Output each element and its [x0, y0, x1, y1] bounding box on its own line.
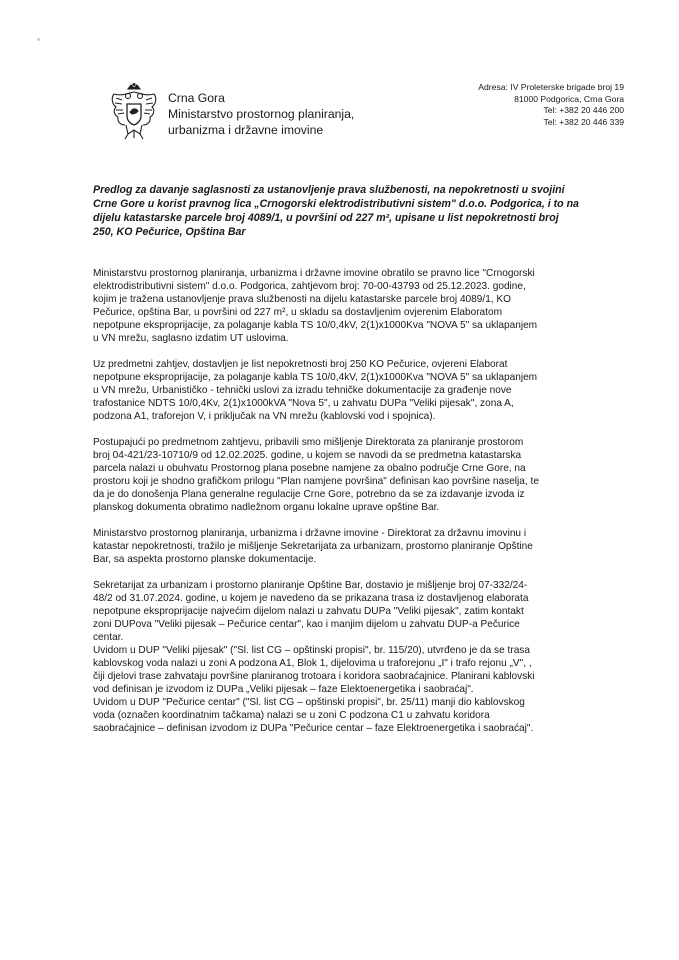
- title-line: Crne Gore u korist pravnog lica „Crnogorski elektrodistributivni sistem" d.o.o. Podgorica, i to na: [93, 198, 579, 210]
- paragraph-gap: [93, 345, 595, 358]
- paragraph: [93, 436, 595, 514]
- org-line: Crna Gora: [168, 91, 225, 105]
- org-line: urbanizma i državne imovine: [168, 123, 324, 137]
- paragraph-line: Pečurice, opština Bar, u površini od 227 m², u skladu sa dostavljenim ovjerenim Elaboratom: [93, 307, 502, 318]
- ministry-name: [168, 90, 354, 138]
- city-line: 81000 Podgorica, Crna Gora: [514, 93, 624, 104]
- paragraph: [93, 358, 595, 423]
- paragraph-line: Uvidom u DUP "Veliki pijesak" ("Sl. list CG – opštinski propisi", br. 115/20), utvrđeno je da se trasa: [93, 645, 530, 656]
- paragraph-line: nepotpune eksproprijacije, za polaganje kabla TS 10/0,4kV, 2(1)x1000Kva "NOVA 5" sa uklapanjem: [93, 372, 538, 383]
- title-line: dijelu katastarske parcele broj 4089/1, u površini od 227 m², upisane u list nepokretnosti broj: [93, 212, 559, 224]
- paragraph-gap: [93, 566, 595, 579]
- scan-speck: [37, 38, 40, 41]
- paragraph: [93, 527, 595, 566]
- paragraph-line: elektrodistributivni sistem" d.o.o. Podgorica, zahtjevom broj: 70-00-43793 od 25.12.2023. godine,: [93, 281, 526, 292]
- paragraph-line: da je do donošenja Plana generalne regulacije Crne Gore, potrebno da se za izdavanje izvoda iz: [93, 489, 525, 500]
- paragraph-line: kablovskog voda nalazi u zoni A podzona A1, Blok 1, dijelovima u traforejonu „I" i trafo rejonu „V", ,: [93, 658, 532, 669]
- document-body: [93, 267, 595, 735]
- letterhead: [104, 82, 634, 142]
- paragraph-line: planskog dokumenta obratimo nadležnom organu lokalne uprave opštine Bar.: [93, 502, 440, 513]
- paragraph-line: u VN mrežu, saglasno izdatim UT uslovima.: [93, 333, 289, 344]
- paragraph-line: voda (označen koordinatnim tačkama) nalazi se u zoni C podzona C1 u zahvatu koridora: [93, 710, 490, 721]
- paragraph-line: prostoru koji je shodno grafičkom prilogu "Plan namjene površina" definisan kao površine naselja, te: [93, 476, 539, 487]
- paragraph-line: čiji djelovi trase zahvataju površine planiranog trotoara i koridora saobraćajnice. Planirani kablovski: [93, 671, 535, 682]
- paragraph-gap: [93, 514, 595, 527]
- paragraph-line: zoni DUPova "Veliki pijesak – Pečurice centar", kao i manjim dijelom u zahvatu DUP-a Pečurice: [93, 619, 520, 630]
- paragraph-line: Ministarstvo prostornog planiranja, urbanizma i državne imovine - Direktorat za državnu imovinu i: [93, 528, 527, 539]
- phone-line: Tel: +382 20 446 200: [543, 105, 624, 116]
- paragraph-line: vod definisan je izvodom iz DUPa „Veliki pijesak – faze Elektoenergetika i saobraćaj".: [93, 684, 474, 695]
- contact-block: [478, 82, 624, 128]
- paragraph-line: Sekretarijat za urbanizam i prostorno planiranje Opštine Bar, dostavio je mišljenje broj 07-332/24-: [93, 580, 528, 591]
- org-line: Ministarstvo prostornog planiranja,: [168, 107, 355, 121]
- paragraph-line: saobraćajnice – definisan izvodom iz DUPa "Pečurice centar – faze Elektroenergetika i saobraćaj".: [93, 723, 534, 734]
- paragraph-gap: [93, 423, 595, 436]
- paragraph-line: Uvidom u DUP "Pečurice centar" ("Sl. list CG – opštinski propisi", br. 25/11) manji dio kablovskog: [93, 697, 525, 708]
- paragraph-line: kojim je tražena ustanovljenje prava službenosti na dijelu katastarske parcele broj 4089/1, KO: [93, 294, 512, 305]
- paragraph-line: centar.: [93, 632, 124, 643]
- title-line: 250, KO Pečurice, Opština Bar: [93, 226, 246, 238]
- paragraph-line: Uz predmetni zahtjev, dostavljen je list nepokretnosti broj 250 KO Pečurice, ovjereni Elaborat: [93, 359, 508, 370]
- paragraph: [93, 267, 595, 345]
- paragraph-line: nepotpune eksproprijacije, za polaganje kabla TS 10/0,4kV, 2(1)x1000Kva "NOVA 5" sa uklapanjem: [93, 320, 538, 331]
- paragraph-line: broj 04-421/23-10710/9 od 12.02.2025. godine, u kojem se navodi da se predmetna katastarska: [93, 450, 522, 461]
- document-title: [93, 183, 593, 239]
- paragraph-line: u VN mrežu, Urbanističko - tehnički uslovi za izradu tehničke dokumentacije za građenje nove: [93, 385, 512, 396]
- paragraph-line: parcela nalazi u obuhvatu Prostornog plana posebne namjene za obalno područje Crne Gore, na: [93, 463, 526, 474]
- coat-of-arms-icon: [104, 82, 164, 142]
- paragraph-line: Bar, sa aspekta prostorno planske dokumentacije.: [93, 554, 317, 565]
- paragraph-line: 48/2 od 31.07.2024. godine, u kojem je navedeno da se prikazana trasa iz dostavljenog elaborata: [93, 593, 529, 604]
- paragraph: [93, 579, 595, 735]
- paragraph-line: podzona A1, traforejon V, i priključak na VN mrežu (kablovski vod i spojnica).: [93, 411, 436, 422]
- title-line: Predlog za davanje saglasnosti za ustanovljenje prava službenosti, na nepokretnosti u svojini: [93, 184, 565, 196]
- address-line: Adresa: IV Proleterske brigade broj 19: [478, 82, 624, 92]
- paragraph-line: Postupajući po predmetnom zahtjevu, pribavili smo mišljenje Direktorata za planiranje prostorom: [93, 437, 524, 448]
- paragraph-line: trafostanice NDTS 10/0,4Kv, 2(1)x1000kVA "Nova 5", u zahvatu DUPa "Veliki pijesak", zona A,: [93, 398, 514, 409]
- paragraph-line: nepotpune eksproprijacije najvećim dijelom nalazi u zahvatu DUPa "Veliki pijesak", zatim kontakt: [93, 606, 524, 617]
- phone-line: Tel: +382 20 446 339: [543, 116, 624, 127]
- paragraph-line: katastar nepokretnosti, tražilo je mišljenje Sekretarijata za urbanizam, prostorno planiranje Opštine: [93, 541, 533, 552]
- paragraph-line: Ministarstvu prostornog planiranja, urbanizma i državne imovine obratilo se pravno lice "Crnogorski: [93, 268, 535, 279]
